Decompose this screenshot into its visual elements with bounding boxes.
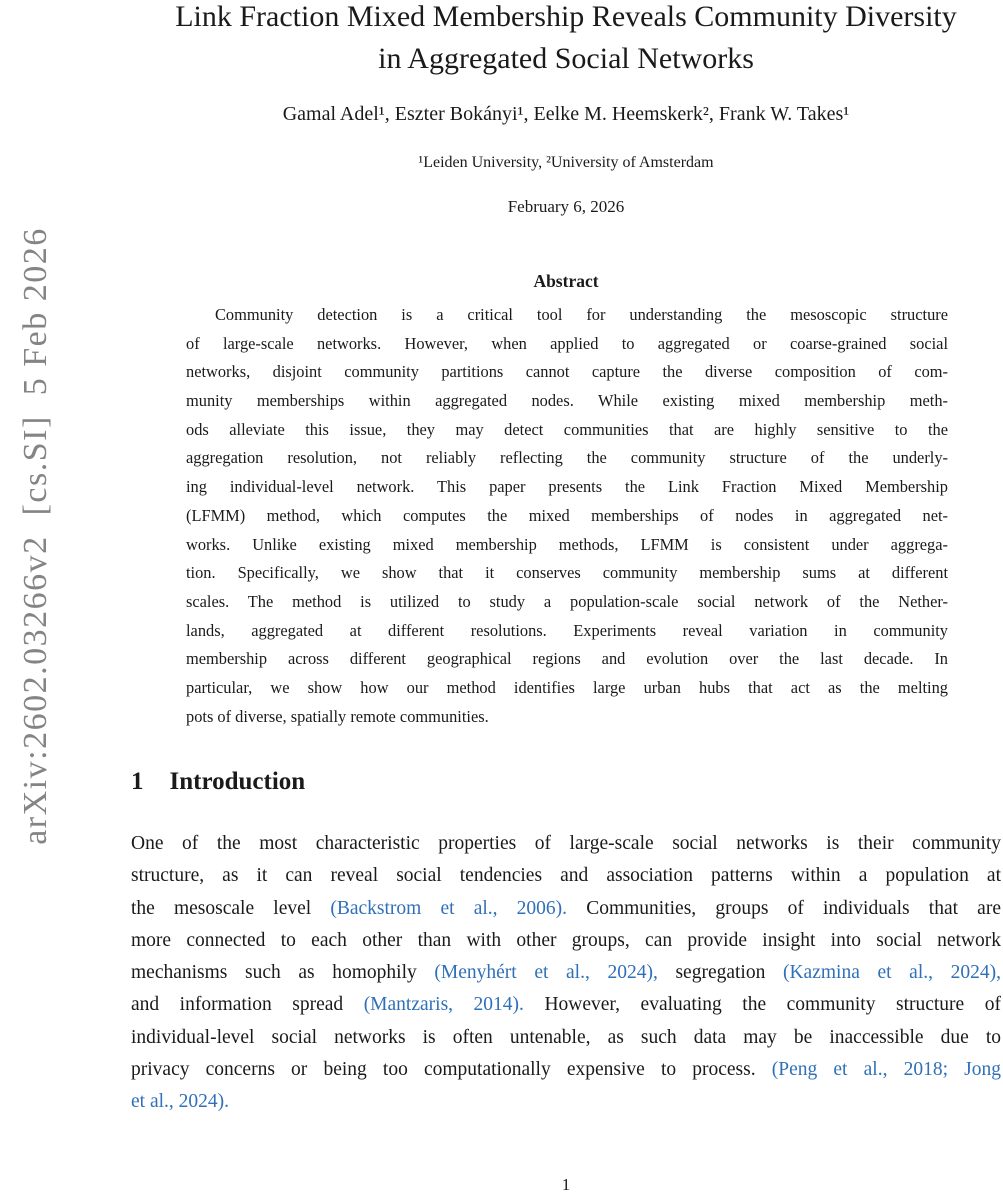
intro-line	[131, 860, 1001, 892]
paper-title-line-1: Link Fraction Mixed Membership Reveals Community Diversity	[175, 0, 957, 33]
introduction-body	[131, 828, 1001, 1119]
text-span: and information spread	[131, 994, 364, 1016]
abstract-line	[186, 531, 948, 560]
citation-link[interactable]: et al., 2024).	[131, 1091, 230, 1113]
text-span: ods alleviate this issue, they may detect communities that are highly sensitive to the	[186, 419, 948, 439]
abstract-line	[186, 703, 948, 732]
intro-line	[131, 1022, 1001, 1054]
section-heading-introduction	[131, 768, 1001, 796]
intro-line	[131, 893, 1001, 925]
paper-title-line-2: in Aggregated Social Networks	[378, 42, 754, 75]
abstract-line	[186, 416, 948, 445]
abstract-line	[186, 387, 948, 416]
intro-line	[131, 989, 1001, 1021]
text-span: lands, aggregated at different resolutions. Experiments reveal variation in community	[186, 620, 948, 640]
text-span: mechanisms such as homophily	[131, 962, 435, 984]
intro-line	[131, 1054, 1001, 1086]
text-span: Communities, groups of individuals that are	[567, 897, 1001, 919]
abstract-line	[186, 473, 948, 502]
citation-link[interactable]: (Peng et al., 2018; Jong	[771, 1059, 1001, 1081]
text-span: individual-level social networks is often untenable, as such data may be inaccessible due to	[131, 1026, 1001, 1048]
authors-line: Gamal Adel¹, Eszter Bokányi¹, Eelke M. Heemskerk², Frank W. Takes¹	[282, 103, 850, 125]
text-span: privacy concerns or being too computationally expensive to process.	[131, 1059, 772, 1081]
abstract-line	[186, 444, 948, 473]
abstract-line	[186, 588, 948, 617]
text-span: networks, disjoint community partitions cannot capture the diverse composition of com-	[186, 362, 948, 382]
intro-line	[131, 925, 1001, 957]
text-span: the mesoscale level	[131, 897, 331, 919]
date-line: February 6, 2026	[507, 197, 625, 216]
citation-link[interactable]: (Kazmina et al., 2024),	[782, 962, 1001, 984]
text-span: Community detection is a critical tool for understanding the mesoscopic structure	[215, 305, 948, 324]
abstract-line	[186, 559, 948, 588]
text-span: ing individual-level network. This paper presents the Link Fraction Mixed Membership	[186, 477, 948, 497]
section-title: Introduction	[169, 768, 306, 795]
text-span: structure, as it can reveal social tendencies and association patterns within a population at	[131, 865, 1001, 887]
abstract-body	[186, 301, 948, 731]
section-number: 1	[131, 768, 144, 795]
text-span: particular, we show how our method identifies large urban hubs that act as the melting	[186, 677, 948, 697]
intro-line	[131, 828, 1001, 860]
text-span: However, evaluating the community structure of	[523, 994, 1001, 1016]
paper-title	[131, 0, 1001, 80]
abstract-line	[186, 645, 948, 674]
abstract-heading: Abstract	[533, 271, 599, 291]
abstract-line	[186, 617, 948, 646]
abstract-line	[186, 330, 948, 359]
citation-link[interactable]: (Menyhért et al., 2024),	[434, 962, 658, 984]
page-number: 1	[561, 1175, 571, 1194]
text-span: (LFMM) method, which computes the mixed memberships of nodes in aggregated net-	[186, 505, 948, 525]
abstract-line	[186, 301, 948, 330]
text-span: scales. The method is utilized to study a population-scale social network of the Nether-	[186, 591, 948, 611]
text-span: membership across different geographical regions and evolution over the last decade. In	[186, 649, 948, 669]
text-span: more connected to each other than with other groups, can provide insight into social network	[131, 929, 1001, 951]
abstract-line	[186, 502, 948, 531]
text-span: pots of diverse, spatially remote communities.	[186, 706, 489, 726]
text-span: segregation	[657, 962, 783, 984]
text-span: tion. Specifically, we show that it conserves community membership sums at different	[186, 563, 948, 583]
citation-link[interactable]: (Backstrom et al., 2006).	[330, 897, 568, 919]
arxiv-watermark: arXiv:2602.03266v2 [cs.SI] 5 Feb 2026	[17, 227, 54, 845]
abstract-line	[186, 674, 948, 703]
abstract-line	[186, 358, 948, 387]
text-span: works. Unlike existing mixed membership methods, LFMM is consistent under aggrega-	[186, 534, 948, 554]
text-span: of large-scale networks. However, when applied to aggregated or coarse-grained social	[186, 333, 948, 353]
affiliations-line: ¹Leiden University, ²University of Amsterdam	[418, 154, 714, 171]
text-span: aggregation resolution, not reliably reflecting the community structure of the underly-	[186, 448, 948, 468]
citation-link[interactable]: (Mantzaris, 2014).	[363, 994, 524, 1016]
intro-line	[131, 957, 1001, 989]
text-span: munity memberships within aggregated nodes. While existing mixed membership meth-	[186, 391, 948, 411]
intro-line	[131, 1086, 1001, 1118]
text-span: One of the most characteristic properties of large-scale social networks is their community	[131, 833, 1001, 854]
